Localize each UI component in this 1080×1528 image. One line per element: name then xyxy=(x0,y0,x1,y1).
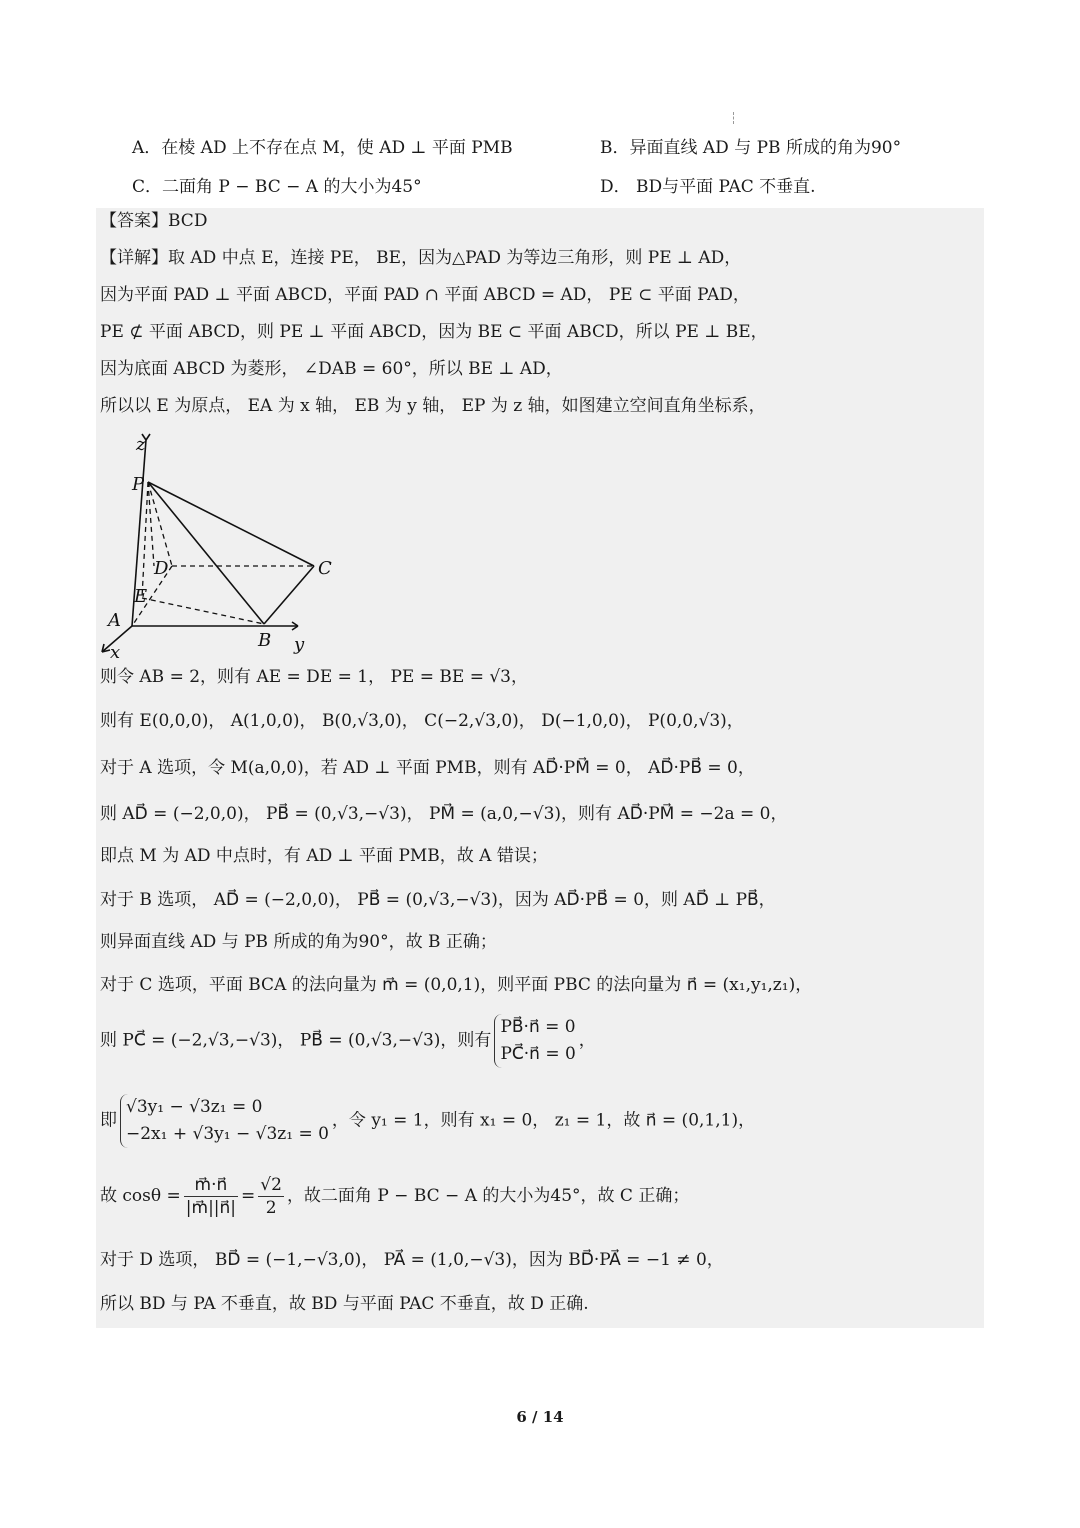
solution-line-16: 故 cosθ = $\frac{m⃗\cdot n⃗}{|m⃗||n⃗|}$ = $\frac{√2}{2}$ ，故二面角 P − BC − A 的大小为45°，故 C 正确； xyxy=(100,1175,690,1218)
sqrt2-fraction: $\frac{√2}{2}$ xyxy=(260,1175,282,1218)
solution-line-15: 即 √3y₁ − √3z₁ = 0 −2x₁ + √3y₁ − √3z₁ = 0 ，令 y₁ = 1，则有 x₁ = 0， z₁ = 1，故 n⃗ = (0,1,1)， xyxy=(100,1094,755,1148)
option-d: D． BD与平面 PAC 不垂直. xyxy=(600,177,816,197)
solution-line-4: 因为底面 ABCD 为菱形， ∠DAB = 60°，所以 BE ⊥ AD， xyxy=(100,359,563,379)
option-b: B．异面直线 AD 与 PB 所成的角为90° xyxy=(600,138,902,158)
page-number: 6 / 14 xyxy=(516,1408,564,1426)
label-b: B xyxy=(258,630,272,651)
solution-box xyxy=(96,208,984,1328)
solution-line-1: 【详解】取 AD 中点 E，连接 PE， BE，因为△PAD 为等边三角形，则 PE ⊥ AD， xyxy=(100,248,742,268)
solution-line-10: 即点 M 为 AD 中点时，有 AD ⊥ 平面 PMB，故 A 错误； xyxy=(100,846,548,866)
solution-line-17: 对于 D 选项， BD⃗ = (−1,−√3,0)， PA⃗ = (1,0,−√3)，因为 BD⃗·PA⃗ = −1 ≠ 0， xyxy=(100,1250,724,1270)
solution-line-3: PE ⊄ 平面 ABCD，则 PE ⊥ 平面 ABCD，因为 BE ⊂ 平面 ABCD，所以 PE ⊥ BE， xyxy=(100,322,768,342)
equation-system-1: PB⃗·n⃗ = 0 PC⃗·n⃗ = 0 xyxy=(494,1014,575,1068)
cos-fraction: $\frac{m⃗\cdot n⃗}{|m⃗||n⃗|}$ xyxy=(185,1175,237,1218)
option-c: C．二面角 P − BC − A 的大小为45° xyxy=(132,177,422,197)
solution-line-14: 则 PC⃗ = (−2,√3,−√3)， PB⃗ = (0,√3,−√3)，则有 PB⃗·n⃗ = 0 PC⃗·n⃗ = 0 ， xyxy=(100,1014,596,1068)
solution-line-8: 对于 A 选项，令 M(a,0,0)，若 AD ⊥ 平面 PMB，则有 AD⃗·PM⃗ = 0， AD⃗·PB⃗ = 0， xyxy=(100,758,755,778)
solution-line-13: 对于 C 选项，平面 BCA 的法向量为 m⃗ = (0,0,1)，则平面 PBC 的法向量为 n⃗ = (x₁,y₁,z₁)， xyxy=(100,975,813,995)
solution-line-5: 所以以 E 为原点， EA 为 x 轴， EB 为 y 轴， EP 为 z 轴，如图建立空间直角坐标系， xyxy=(100,396,766,416)
solution-line-9: 则 AD⃗ = (−2,0,0)， PB⃗ = (0,√3,−√3)， PM⃗ = (a,0,−√3)，则有 AD⃗·PM⃗ = −2a = 0， xyxy=(100,804,788,824)
z-axis-label: z xyxy=(136,434,146,455)
solution-line-7: 则有 E(0,0,0)， A(1,0,0)， B(0,√3,0)， C(−2,√3,0)， D(−1,0,0)， P(0,0,√3)， xyxy=(100,711,744,731)
solution-line-6: 则令 AB = 2，则有 AE = DE = 1， PE = BE = √3， xyxy=(100,667,528,687)
solution-line-2: 因为平面 PAD ⊥ 平面 ABCD，平面 PAD ∩ 平面 ABCD = AD， PE ⊂ 平面 PAD， xyxy=(100,285,750,305)
label-d: D xyxy=(154,558,169,579)
label-p: P xyxy=(132,474,145,495)
solution-line-18: 所以 BD 与 PA 不垂直，故 BD 与平面 PAC 不垂直，故 D 正确. xyxy=(100,1294,589,1314)
x-axis-label: x xyxy=(110,642,121,658)
option-a: A．在棱 AD 上不存在点 M，使 AD ⊥ 平面 PMB xyxy=(132,138,513,158)
equation-system-2: √3y₁ − √3z₁ = 0 −2x₁ + √3y₁ − √3z₁ = 0 xyxy=(120,1094,329,1148)
pyramid-figure xyxy=(96,426,356,658)
answer-line: 【答案】BCD xyxy=(100,211,208,231)
solution-line-12: 则异面直线 AD 与 PB 所成的角为90°，故 B 正确； xyxy=(100,932,497,952)
label-e: E xyxy=(134,586,148,607)
label-a: A xyxy=(108,610,121,631)
solution-line-11: 对于 B 选项， AD⃗ = (−2,0,0)， PB⃗ = (0,√3,−√3)，因为 AD⃗·PB⃗ = 0，则 AD⃗ ⊥ PB⃗， xyxy=(100,890,776,910)
page-mark xyxy=(733,112,735,124)
y-axis-label: y xyxy=(294,634,305,655)
label-c: C xyxy=(318,558,332,579)
